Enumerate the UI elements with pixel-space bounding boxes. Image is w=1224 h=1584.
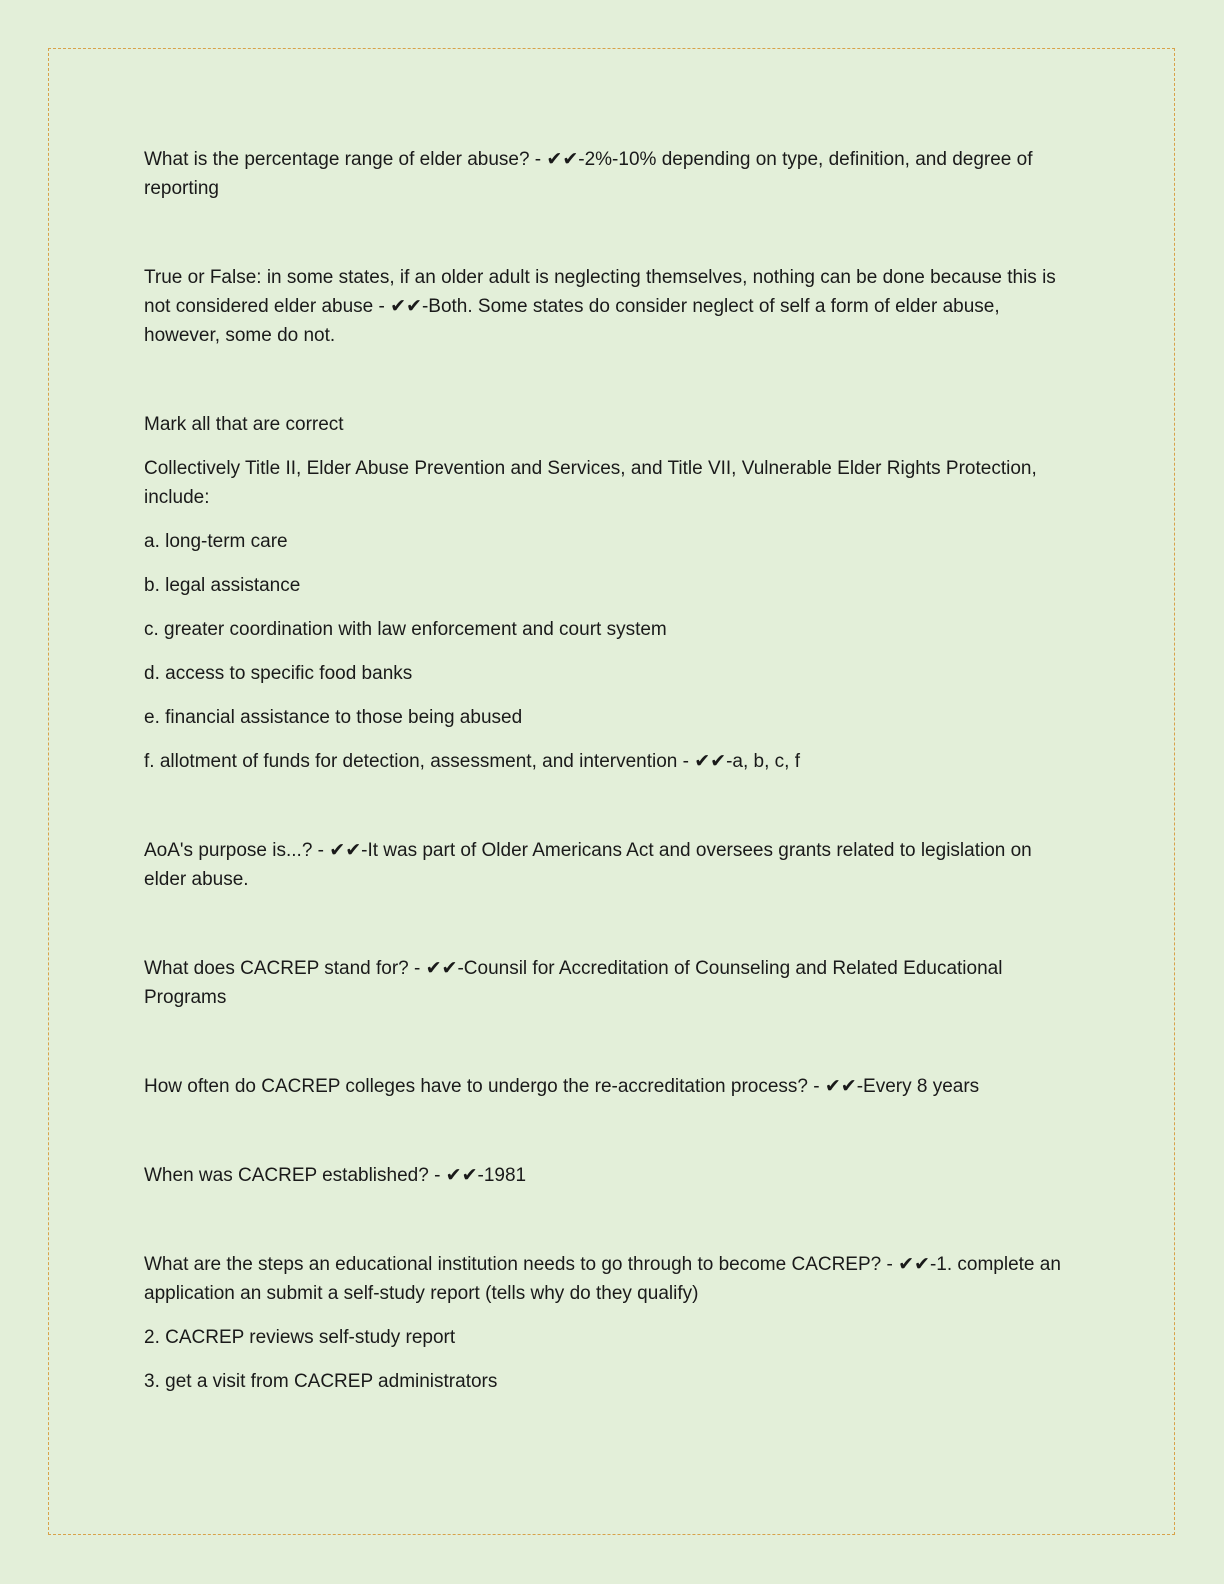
option-e: e. financial assistance to those being abused xyxy=(144,707,523,728)
question-text: What does CACREP stand for? - xyxy=(144,958,426,979)
answer-text: -Both. Some states do consider neglect of self a form of elder abuse, however, some do not. xyxy=(144,296,1000,346)
answer-text: -1. complete an application an submit a self-study report (tells why do they qualify) xyxy=(144,1254,1061,1304)
answer-text: -It was part of Older Americans Act and oversees grants related to legislation on elder abuse. xyxy=(144,840,1032,890)
answer-text: -1981 xyxy=(477,1165,527,1186)
qa-item-reaccreditation xyxy=(144,1072,1074,1101)
qa-item-aoa-purpose xyxy=(144,836,1074,894)
double-checkmark-icon: ✔✔ xyxy=(824,1075,857,1097)
double-checkmark-icon: ✔✔ xyxy=(445,1164,478,1186)
double-checkmark-icon: ✔✔ xyxy=(898,1253,930,1275)
qa-item-cacrep-steps xyxy=(144,1250,1074,1308)
double-checkmark-icon: ✔✔ xyxy=(546,148,579,170)
question-text: When was CACREP established? - xyxy=(144,1165,446,1186)
question-text: What are the steps an educational institution needs to go through to become CACREP? - xyxy=(144,1254,899,1275)
option-d: d. access to specific food banks xyxy=(144,663,413,684)
option-c: c. greater coordination with law enforcement and court system xyxy=(144,619,667,640)
double-checkmark-icon: ✔✔ xyxy=(694,750,727,772)
qa-item-cacrep-established xyxy=(144,1161,1074,1190)
double-checkmark-icon: ✔✔ xyxy=(425,957,458,979)
question-text: How often do CACREP colleges have to undergo the re-accreditation process? - xyxy=(144,1076,825,1097)
step-2: 2. CACREP reviews self-study report xyxy=(144,1327,456,1348)
question-stem: Collectively Title II, Elder Abuse Prevention and Services, and Title VII, Vulnerable Elder Rights Protection, include: xyxy=(144,458,1037,508)
qa-item-cacrep-meaning xyxy=(144,954,1074,1012)
answer-text: -Every 8 years xyxy=(856,1076,980,1097)
answer-text: -Counsil for Accreditation of Counseling and Related Educational Programs xyxy=(144,958,1003,1008)
qa-item-elder-abuse-percentage xyxy=(144,145,1074,203)
double-checkmark-icon: ✔✔ xyxy=(390,295,422,317)
option-f-with-answer xyxy=(144,747,1074,776)
double-checkmark-icon: ✔✔ xyxy=(329,839,362,861)
question-text: What is the percentage range of elder abuse? - xyxy=(144,149,547,170)
option-a: a. long-term care xyxy=(144,531,288,552)
question-text: f. allotment of funds for detection, assessment, and intervention - xyxy=(144,751,695,772)
question-text: True or False: in some states, if an older adult is neglecting themselves, nothing can be done because this is not considered elder abuse - xyxy=(144,267,1056,317)
question-text: AoA's purpose is...? - xyxy=(144,840,330,861)
instruction-text: Mark all that are correct xyxy=(144,414,344,435)
answer-text: -a, b, c, f xyxy=(726,751,801,772)
step-3: 3. get a visit from CACREP administrators xyxy=(144,1371,498,1392)
document-body xyxy=(144,145,1074,1396)
qa-item-self-neglect xyxy=(144,263,1074,350)
option-b: b. legal assistance xyxy=(144,575,301,596)
answer-text: -2%-10% depending on type, definition, and degree of reporting xyxy=(144,149,1033,199)
